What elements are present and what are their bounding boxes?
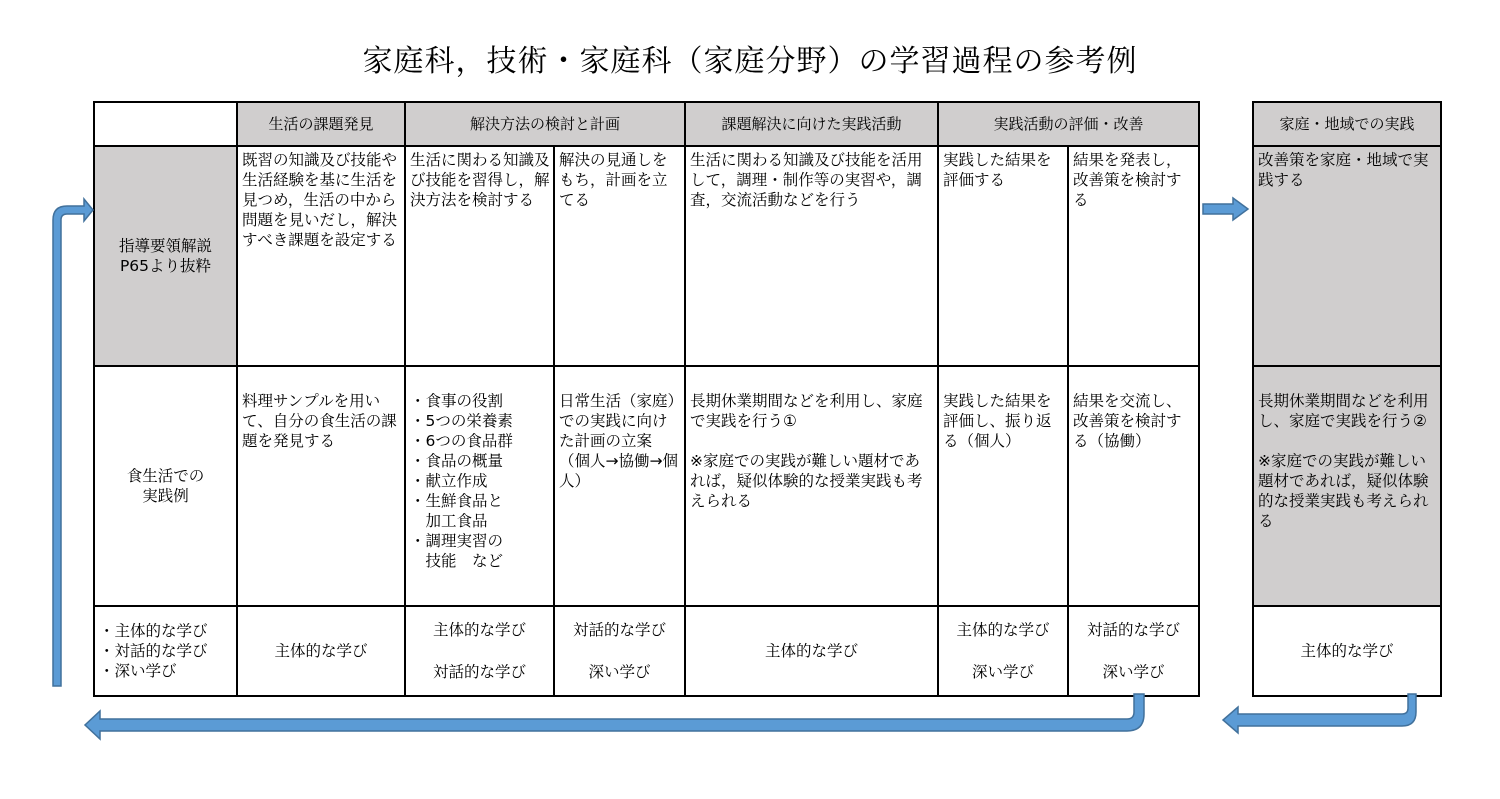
learning-tag: 主体的な学び	[432, 621, 526, 639]
to-home-arrow	[1203, 198, 1248, 220]
list-item: ・献立作成	[410, 472, 488, 490]
example-home-main: 長期休業期間などを利用し、家庭で実践を行う②	[1258, 392, 1429, 430]
loop-up-arrow	[53, 199, 93, 686]
example-practice-note: ※家庭での実践が難しい題材であれば，疑似体験的な授業実践も考えられる	[690, 452, 923, 510]
example-evaluation-a: 実践した結果を評価し、振り返る（個人）	[938, 366, 1068, 606]
list-item: 加工食品	[410, 512, 488, 530]
list-item: ・生鮮食品と	[410, 492, 504, 510]
learning-tag: 主体的な学び	[956, 621, 1050, 639]
return-arrow-home	[1223, 694, 1416, 733]
learning-tag: 対話的な学び	[573, 621, 667, 639]
list-item: ・食品の概量	[410, 452, 504, 470]
list-item: ・調理実習の	[410, 532, 504, 550]
example-home-note: ※家庭での実践が難しい題材であれば，疑似体験的な授業実践も考えられる	[1258, 452, 1429, 530]
header-discovery: 生活の課題発見	[237, 102, 405, 146]
example-planning-b: 日常生活（家庭）での実践に向けた計画の立案（個人→協働→個人）	[554, 366, 685, 606]
row-label-line: 実践例	[142, 487, 189, 505]
header-practice: 課題解決に向けた実践活動	[685, 102, 938, 146]
header-evaluation: 実践活動の評価・改善	[938, 102, 1199, 146]
header-home: 家庭・地域での実践	[1253, 102, 1441, 146]
example-evaluation-b: 結果を交流し、改善策を検討する（協働）	[1068, 366, 1199, 606]
header-planning: 解決方法の検討と計画	[405, 102, 685, 146]
learning-tag: 深い学び	[972, 663, 1035, 681]
row-label-line: ・主体的な学び	[99, 622, 208, 640]
example-practice-main: 長期休業期間などを利用し、家庭で実践を行う①	[690, 392, 923, 430]
guideline-practice: 生活に関わる知識及び技能を活用して，調理・制作等の実習や，調査，交流活動などを行う	[685, 146, 938, 366]
example-discovery: 料理サンプルを用いて、自分の食生活の課題を発見する	[237, 366, 405, 606]
list-item: ・6つの食品群	[410, 432, 513, 450]
list-item: ・食事の役割	[410, 392, 504, 410]
learning-tag: 深い学び	[588, 663, 651, 681]
guideline-discovery: 既習の知識及び技能や生活経験を基に生活を見つめ，生活の中から問題を見いだし，解決すべき課題を設定する	[237, 146, 405, 366]
learning-practice: 主体的な学び	[685, 606, 938, 696]
list-item: ・5つの栄養素	[410, 412, 513, 430]
row-label-line: ・深い学び	[99, 662, 177, 680]
guideline-evaluation-b: 結果を発表し，改善策を検討する	[1068, 146, 1199, 366]
page-title: 家庭科，技術・家庭科（家庭分野）の学習過程の参考例	[362, 44, 1138, 79]
guideline-evaluation-a: 実践した結果を評価する	[938, 146, 1068, 366]
learning-tag: 対話的な学び	[432, 663, 526, 681]
row-label-line: P65より抜粋	[119, 257, 212, 275]
list-item: 技能 など	[410, 552, 504, 570]
guideline-planning-a: 生活に関わる知識及び技能を習得し，解決方法を検討する	[405, 146, 554, 366]
learning-home: 主体的な学び	[1253, 606, 1441, 696]
learning-tag: 深い学び	[1102, 663, 1165, 681]
guideline-home: 改善策を家庭・地域で実践する	[1253, 146, 1441, 366]
guideline-planning-b: 解決の見通しをもち，計画を立てる	[554, 146, 685, 366]
return-arrow-main	[85, 694, 1144, 739]
learning-discovery: 主体的な学び	[237, 606, 405, 696]
row-label-line: ・対話的な学び	[99, 642, 208, 660]
learning-tag: 対話的な学び	[1087, 621, 1181, 639]
row-label-line: 指導要領解説	[118, 237, 212, 255]
row-label-line: 食生活での	[126, 467, 205, 485]
